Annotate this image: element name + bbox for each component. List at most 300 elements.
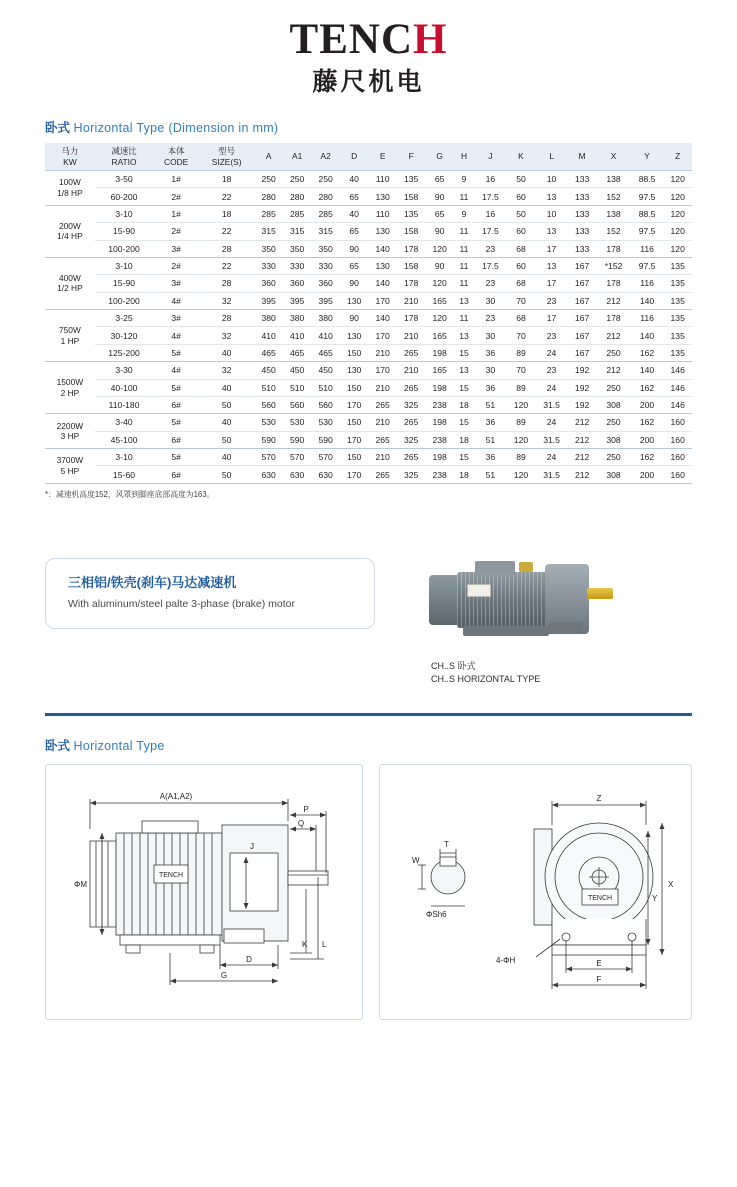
label-d: D: [246, 954, 252, 964]
cell-dim-7: 120: [425, 275, 454, 292]
cell-dim-15: 146: [663, 396, 692, 413]
cell-dim-4: 170: [340, 466, 369, 483]
cell-dim-1: 450: [254, 362, 283, 379]
cell-dim-10: 70: [507, 292, 536, 309]
cell-dim-6: 158: [397, 223, 426, 240]
label-p: P: [303, 804, 309, 814]
cell-dim-14: 162: [631, 449, 664, 466]
cell-ratio: 100-200: [95, 292, 154, 309]
cell-dim-5: 265: [368, 466, 397, 483]
motor-photo: [423, 558, 623, 646]
cell-dim-14: 140: [631, 362, 664, 379]
cell-dim-14: 88.5: [631, 171, 664, 188]
label-t: T: [444, 839, 449, 849]
cell-dim-12: 192: [568, 396, 597, 413]
table-row: [45, 431, 692, 448]
cell-dim-10: 68: [507, 310, 536, 327]
cell-dim-3: 330: [311, 257, 340, 274]
cell-dim-9: 16: [474, 171, 507, 188]
cell-dim-8: 11: [454, 240, 474, 257]
cell-dim-11: 17: [535, 240, 568, 257]
cell-dim-2: 315: [283, 223, 312, 240]
cell-dim-4: 130: [340, 362, 369, 379]
table-row: [45, 414, 692, 431]
cell-dim-15: 146: [663, 379, 692, 396]
spec-table: [45, 143, 692, 484]
cell-dim-13: 212: [596, 362, 630, 379]
cell-size: 28: [199, 275, 254, 292]
cell-dim-7: 165: [425, 327, 454, 344]
cell-dim-2: 350: [283, 240, 312, 257]
label-x: X: [668, 879, 674, 889]
cell-dim-9: 23: [474, 240, 507, 257]
cell-dim-8: 11: [454, 188, 474, 205]
table-row: [45, 379, 692, 396]
motor-base-foot: [463, 626, 549, 636]
cell-dim-10: 70: [507, 362, 536, 379]
cell-ratio: 110-180: [95, 396, 154, 413]
cell-dim-4: 90: [340, 240, 369, 257]
motor-terminal-box: [475, 561, 515, 575]
cell-dim-6: 178: [397, 310, 426, 327]
cell-dim-14: 140: [631, 292, 664, 309]
cell-dim-10: 70: [507, 327, 536, 344]
brand-logo-latin: [290, 18, 448, 61]
cell-dim-1: 380: [254, 310, 283, 327]
cell-dim-10: 89: [507, 379, 536, 396]
cell-dim-1: 590: [254, 431, 283, 448]
cell-ratio: 40-100: [95, 379, 154, 396]
cell-dim-15: 160: [663, 414, 692, 431]
cell-dim-1: 330: [254, 257, 283, 274]
cell-dim-4: 150: [340, 379, 369, 396]
cell-dim-8: 18: [454, 431, 474, 448]
product-caption: [431, 660, 633, 687]
cell-dim-12: 212: [568, 431, 597, 448]
section-title-cn: 卧式: [45, 121, 71, 135]
cell-dim-8: 11: [454, 310, 474, 327]
cell-ratio: 100-200: [95, 240, 154, 257]
product-title-en: With aluminum/steel palte 3-phase (brake) motor: [68, 598, 296, 611]
cell-dim-15: 160: [663, 449, 692, 466]
cell-dim-8: 9: [454, 205, 474, 222]
cell-dim-2: 630: [283, 466, 312, 483]
cell-dim-1: 560: [254, 396, 283, 413]
cell-size: 40: [199, 414, 254, 431]
product-caption-cn: CH..S 卧式: [431, 660, 476, 671]
cell-dim-9: 36: [474, 449, 507, 466]
cell-dim-8: 11: [454, 275, 474, 292]
cell-dim-6: 325: [397, 466, 426, 483]
cell-code: 2#: [153, 223, 199, 240]
cell-dim-5: 170: [368, 292, 397, 309]
cell-dim-10: 50: [507, 205, 536, 222]
cell-power-rating: 400W 1/2 HP: [45, 257, 95, 309]
cell-dim-14: 162: [631, 379, 664, 396]
cell-dim-1: 280: [254, 188, 283, 205]
table-row: [45, 188, 692, 205]
cell-dim-3: 285: [311, 205, 340, 222]
table-row: [45, 171, 692, 188]
cell-dim-12: 212: [568, 466, 597, 483]
brand-logo-chinese: 藤尺机电: [312, 68, 425, 96]
table-row: [45, 292, 692, 309]
table-col-header-18: Y: [631, 143, 664, 171]
cell-dim-15: 160: [663, 466, 692, 483]
cell-dim-14: 162: [631, 344, 664, 361]
cell-dim-3: 395: [311, 292, 340, 309]
cell-dim-14: 162: [631, 414, 664, 431]
cell-dim-9: 23: [474, 310, 507, 327]
cell-dim-11: 13: [535, 188, 568, 205]
cell-ratio: 3-30: [95, 362, 154, 379]
cell-dim-15: 135: [663, 310, 692, 327]
cell-size: 22: [199, 223, 254, 240]
cell-dim-12: 133: [568, 223, 597, 240]
cell-dim-13: 212: [596, 292, 630, 309]
cell-dim-13: 308: [596, 396, 630, 413]
cell-dim-13: 250: [596, 414, 630, 431]
cell-size: 32: [199, 362, 254, 379]
side-view-svg: [50, 769, 358, 1015]
cell-dim-13: 250: [596, 449, 630, 466]
cell-dim-9: 16: [474, 205, 507, 222]
cell-dim-8: 15: [454, 449, 474, 466]
cell-dim-15: 120: [663, 188, 692, 205]
label-e: E: [596, 958, 602, 968]
label-a: A(A1,A2): [159, 791, 193, 801]
motor-fan-cover: [429, 575, 459, 625]
table-row: [45, 449, 692, 466]
cell-dim-7: 198: [425, 344, 454, 361]
cell-dim-7: 90: [425, 223, 454, 240]
cell-dim-3: 250: [311, 171, 340, 188]
label-w: W: [412, 855, 420, 865]
cell-dim-9: 30: [474, 362, 507, 379]
table-row: [45, 327, 692, 344]
cell-dim-13: 138: [596, 205, 630, 222]
label-phi-m: ΦM: [74, 879, 88, 889]
table-col-header-11: G: [425, 143, 454, 171]
cell-dim-11: 24: [535, 449, 568, 466]
cell-dim-4: 170: [340, 396, 369, 413]
cell-dim-2: 465: [283, 344, 312, 361]
cell-dim-5: 265: [368, 431, 397, 448]
cell-dim-11: 10: [535, 171, 568, 188]
cell-dim-8: 11: [454, 257, 474, 274]
cell-dim-3: 465: [311, 344, 340, 361]
cell-dim-6: 135: [397, 171, 426, 188]
cell-dim-10: 89: [507, 414, 536, 431]
table-footnote: *：减速机高度152，风罩到脚座底部高度为163。: [45, 489, 215, 499]
brand-logo-text: TENCH: [289, 16, 448, 63]
spec-table-wrap: [45, 143, 692, 484]
cell-dim-5: 210: [368, 379, 397, 396]
cell-power-rating: 750W 1 HP: [45, 310, 95, 362]
cell-code: 4#: [153, 327, 199, 344]
product-caption-en: CH..S HORIZONTAL TYPE: [431, 674, 541, 685]
cell-size: 28: [199, 310, 254, 327]
product-block: [45, 558, 692, 687]
table-col-header-15: L: [535, 143, 568, 171]
table-col-header-8: D: [340, 143, 369, 171]
cell-dim-14: 116: [631, 310, 664, 327]
cell-ratio: 125-200: [95, 344, 154, 361]
cell-dim-1: 630: [254, 466, 283, 483]
cell-dim-9: 51: [474, 466, 507, 483]
cell-dim-11: 10: [535, 205, 568, 222]
cell-code: 2#: [153, 257, 199, 274]
cell-dim-11: 23: [535, 292, 568, 309]
cell-dim-3: 450: [311, 362, 340, 379]
cell-dim-7: 90: [425, 257, 454, 274]
drawing-nameplate-text: TENCH: [158, 871, 184, 879]
cell-dim-1: 570: [254, 449, 283, 466]
cell-dim-6: 210: [397, 327, 426, 344]
cell-dim-15: 135: [663, 257, 692, 274]
table-row: [45, 344, 692, 361]
cell-dim-9: 23: [474, 275, 507, 292]
cell-dim-11: 17: [535, 310, 568, 327]
cell-dim-7: 198: [425, 414, 454, 431]
cell-dim-2: 395: [283, 292, 312, 309]
cell-code: 5#: [153, 344, 199, 361]
cell-size: 32: [199, 292, 254, 309]
cell-ratio: 45-100: [95, 431, 154, 448]
product-title-cn: 三相铝/铁壳(刹车)马达减速机: [68, 574, 237, 590]
drawing-side-view: [45, 764, 363, 1020]
cell-dim-9: 36: [474, 344, 507, 361]
cell-dim-3: 380: [311, 310, 340, 327]
cell-dim-12: 192: [568, 379, 597, 396]
cell-ratio: 15-90: [95, 223, 154, 240]
cell-dim-4: 90: [340, 275, 369, 292]
cell-dim-15: 120: [663, 223, 692, 240]
cell-dim-1: 250: [254, 171, 283, 188]
cell-dim-13: 250: [596, 344, 630, 361]
cell-code: 5#: [153, 449, 199, 466]
cell-code: 6#: [153, 431, 199, 448]
cell-dim-4: 65: [340, 257, 369, 274]
cell-dim-1: 510: [254, 379, 283, 396]
cell-size: 32: [199, 327, 254, 344]
cell-dim-4: 130: [340, 292, 369, 309]
table-row: [45, 362, 692, 379]
cell-dim-2: 450: [283, 362, 312, 379]
cell-dim-15: 135: [663, 275, 692, 292]
cell-dim-9: 17.5: [474, 223, 507, 240]
cell-dim-7: 65: [425, 205, 454, 222]
cell-dim-12: 167: [568, 344, 597, 361]
label-f: F: [596, 974, 602, 984]
cell-dim-14: 97.5: [631, 223, 664, 240]
cell-code: 4#: [153, 362, 199, 379]
cell-dim-7: 198: [425, 379, 454, 396]
cell-dim-5: 170: [368, 362, 397, 379]
table-col-header-7: A2: [311, 143, 340, 171]
cell-dim-7: 165: [425, 292, 454, 309]
cell-dim-13: 152: [596, 188, 630, 205]
cell-dim-8: 13: [454, 327, 474, 344]
table-row: [45, 223, 692, 240]
cell-dim-10: 60: [507, 188, 536, 205]
table-col-header-10: F: [397, 143, 426, 171]
cell-ratio: 15-90: [95, 275, 154, 292]
table-col-header-1: 马力 KW: [45, 143, 95, 171]
cell-dim-1: 360: [254, 275, 283, 292]
table-col-header-19: Z: [663, 143, 692, 171]
cell-dim-10: 68: [507, 240, 536, 257]
cell-dim-12: 133: [568, 171, 597, 188]
cell-dim-12: 167: [568, 327, 597, 344]
cell-dim-3: 590: [311, 431, 340, 448]
cell-dim-7: 120: [425, 240, 454, 257]
cell-dim-1: 530: [254, 414, 283, 431]
cell-dim-14: 200: [631, 466, 664, 483]
cell-dim-9: 30: [474, 292, 507, 309]
cell-size: 28: [199, 240, 254, 257]
cell-dim-2: 530: [283, 414, 312, 431]
cell-dim-13: 250: [596, 379, 630, 396]
front-nameplate-text: TENCH: [587, 894, 613, 902]
cell-dim-9: 17.5: [474, 188, 507, 205]
cell-dim-2: 285: [283, 205, 312, 222]
cell-dim-3: 350: [311, 240, 340, 257]
cell-dim-2: 590: [283, 431, 312, 448]
cell-dim-12: 133: [568, 205, 597, 222]
table-col-header-3: 本体 CODE: [153, 143, 199, 171]
table-col-header-16: M: [568, 143, 597, 171]
cell-dim-4: 90: [340, 310, 369, 327]
cell-dim-12: 167: [568, 292, 597, 309]
cell-dim-3: 410: [311, 327, 340, 344]
table-col-header-9: E: [368, 143, 397, 171]
cell-dim-9: 51: [474, 431, 507, 448]
cell-code: 6#: [153, 396, 199, 413]
cell-dim-12: 167: [568, 275, 597, 292]
cell-dim-7: 238: [425, 396, 454, 413]
cell-dim-10: 60: [507, 257, 536, 274]
section-title-horizontal-drawings: [45, 736, 737, 754]
cell-dim-12: 167: [568, 257, 597, 274]
table-col-header-14: K: [507, 143, 536, 171]
cell-dim-8: 18: [454, 396, 474, 413]
motor-nameplate: [467, 584, 491, 597]
cell-dim-7: 238: [425, 466, 454, 483]
label-l: L: [322, 939, 327, 949]
cell-dim-7: 198: [425, 449, 454, 466]
cell-dim-13: 212: [596, 327, 630, 344]
cell-dim-15: 135: [663, 327, 692, 344]
cell-size: 50: [199, 431, 254, 448]
cell-dim-8: 11: [454, 223, 474, 240]
cell-code: 2#: [153, 188, 199, 205]
cell-dim-6: 210: [397, 362, 426, 379]
cell-dim-15: 120: [663, 205, 692, 222]
motor-cooling-fins-icon: [457, 572, 549, 628]
spec-table-body: [45, 171, 692, 484]
cell-ratio: 30-120: [95, 327, 154, 344]
cell-dim-14: 97.5: [631, 188, 664, 205]
cell-dim-3: 280: [311, 188, 340, 205]
cell-dim-12: 133: [568, 188, 597, 205]
cell-dim-11: 31.5: [535, 431, 568, 448]
cell-dim-14: 200: [631, 431, 664, 448]
cell-dim-6: 265: [397, 449, 426, 466]
cell-dim-12: 212: [568, 449, 597, 466]
cell-dim-3: 570: [311, 449, 340, 466]
cell-dim-14: 116: [631, 275, 664, 292]
cell-dim-5: 210: [368, 449, 397, 466]
table-row: [45, 240, 692, 257]
cell-dim-11: 24: [535, 344, 568, 361]
cell-dim-7: 238: [425, 431, 454, 448]
cell-dim-11: 24: [535, 379, 568, 396]
cell-dim-5: 140: [368, 275, 397, 292]
cell-dim-14: 116: [631, 240, 664, 257]
cell-dim-13: 178: [596, 275, 630, 292]
cell-power-rating: 1500W 2 HP: [45, 362, 95, 414]
cell-dim-2: 360: [283, 275, 312, 292]
gearbox-base-foot: [549, 622, 583, 634]
cell-dim-4: 40: [340, 205, 369, 222]
spec-table-head: [45, 143, 692, 171]
table-col-header-5: A: [254, 143, 283, 171]
cell-power-rating: 200W 1/4 HP: [45, 205, 95, 257]
cell-dim-1: 285: [254, 205, 283, 222]
table-row: [45, 396, 692, 413]
cell-dim-2: 250: [283, 171, 312, 188]
table-row: [45, 257, 692, 274]
cell-dim-9: 51: [474, 396, 507, 413]
cell-dim-2: 330: [283, 257, 312, 274]
cell-dim-10: 89: [507, 449, 536, 466]
cell-dim-4: 65: [340, 223, 369, 240]
cell-dim-13: *152: [596, 257, 630, 274]
cell-dim-5: 110: [368, 171, 397, 188]
cell-dim-14: 200: [631, 396, 664, 413]
cell-dim-15: 146: [663, 362, 692, 379]
brand-logo: [0, 0, 737, 98]
cell-dim-9: 17.5: [474, 257, 507, 274]
cell-code: 1#: [153, 171, 199, 188]
product-description-box: [45, 558, 375, 629]
cell-dim-2: 380: [283, 310, 312, 327]
cell-dim-12: 212: [568, 414, 597, 431]
cell-ratio: 15-60: [95, 466, 154, 483]
cell-dim-4: 150: [340, 414, 369, 431]
section-title-en: Horizontal Type (Dimension in mm): [73, 121, 279, 135]
cell-code: 1#: [153, 205, 199, 222]
label-q: Q: [297, 818, 305, 828]
cell-dim-6: 135: [397, 205, 426, 222]
cell-dim-6: 325: [397, 396, 426, 413]
cell-dim-12: 133: [568, 240, 597, 257]
cell-dim-7: 120: [425, 310, 454, 327]
cell-ratio: 3-40: [95, 414, 154, 431]
cell-dim-10: 120: [507, 466, 536, 483]
cell-dim-15: 160: [663, 431, 692, 448]
motor-oil-cap: [519, 562, 533, 572]
cell-dim-11: 31.5: [535, 466, 568, 483]
cell-dim-6: 265: [397, 344, 426, 361]
cell-dim-13: 178: [596, 310, 630, 327]
cell-dim-1: 395: [254, 292, 283, 309]
cell-code: 5#: [153, 414, 199, 431]
cell-dim-4: 170: [340, 431, 369, 448]
cell-dim-9: 30: [474, 327, 507, 344]
cell-dim-11: 23: [535, 327, 568, 344]
